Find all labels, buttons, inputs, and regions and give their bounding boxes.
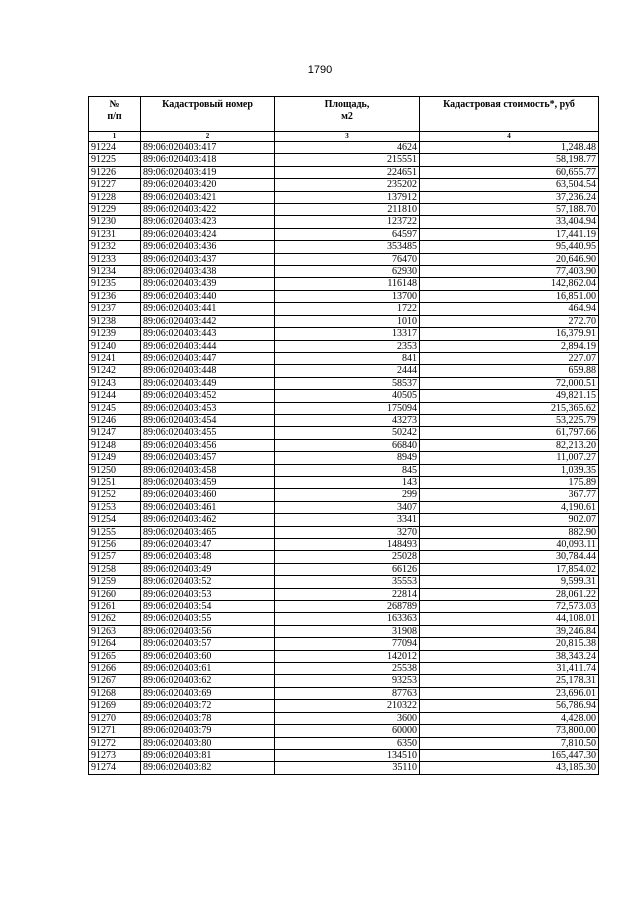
cadastral-number-cell: 89:06:020403:440 <box>141 290 275 302</box>
header-line: Кадастровая стоимость*, руб <box>443 99 575 110</box>
table-header-row <box>89 97 599 132</box>
column-number: 1 <box>89 132 141 142</box>
table-row <box>89 539 599 551</box>
cadastral-value-cell: 4,428.00 <box>420 712 599 724</box>
row-number-cell: 91254 <box>89 514 141 526</box>
cadastral-number-cell: 89:06:020403:78 <box>141 712 275 724</box>
cadastral-value-cell: 61,797.66 <box>420 427 599 439</box>
table-row <box>89 154 599 166</box>
table-row <box>89 390 599 402</box>
cadastral-value-cell: 56,786.94 <box>420 700 599 712</box>
row-number-cell: 91245 <box>89 402 141 414</box>
area-cell: 62930 <box>275 266 420 278</box>
area-cell: 50242 <box>275 427 420 439</box>
table-row <box>89 142 599 154</box>
cadastral-number-cell: 89:06:020403:448 <box>141 365 275 377</box>
area-cell: 13700 <box>275 290 420 302</box>
row-number-cell: 91257 <box>89 551 141 563</box>
area-cell: 142012 <box>275 650 420 662</box>
row-number-cell: 91247 <box>89 427 141 439</box>
column-number-row <box>89 132 599 142</box>
table-row <box>89 514 599 526</box>
table-row <box>89 576 599 588</box>
cadastral-value-cell: 215,365.62 <box>420 402 599 414</box>
row-number-cell: 91274 <box>89 762 141 774</box>
page-number: 1790 <box>307 64 333 76</box>
cadastral-value-cell: 82,213.20 <box>420 439 599 451</box>
row-number-cell: 91237 <box>89 303 141 315</box>
table-row <box>89 179 599 191</box>
area-cell: 215551 <box>275 154 420 166</box>
cadastral-number-cell: 89:06:020403:60 <box>141 650 275 662</box>
cadastral-value-cell: 175.89 <box>420 476 599 488</box>
table-row <box>89 303 599 315</box>
row-number-cell: 91249 <box>89 452 141 464</box>
row-number-cell: 91238 <box>89 315 141 327</box>
area-cell: 137912 <box>275 191 420 203</box>
row-number-cell: 91265 <box>89 650 141 662</box>
table-row <box>89 464 599 476</box>
header-line: Площадь, м2 <box>324 99 370 122</box>
row-number-cell: 91243 <box>89 377 141 389</box>
area-cell: 13317 <box>275 328 420 340</box>
cadastral-value-cell: 11,007.27 <box>420 452 599 464</box>
area-cell: 22814 <box>275 588 420 600</box>
row-number-cell: 91224 <box>89 142 141 154</box>
cadastral-number-cell: 89:06:020403:47 <box>141 539 275 551</box>
cadastral-number-cell: 89:06:020403:436 <box>141 241 275 253</box>
cadastral-number-cell: 89:06:020403:56 <box>141 625 275 637</box>
cadastral-number-cell: 89:06:020403:423 <box>141 216 275 228</box>
table-row <box>89 526 599 538</box>
cadastral-number-cell: 89:06:020403:453 <box>141 402 275 414</box>
area-cell: 2353 <box>275 340 420 352</box>
area-cell: 4624 <box>275 142 420 154</box>
cadastral-value-cell: 17,854.02 <box>420 563 599 575</box>
cadastral-number-cell: 89:06:020403:454 <box>141 414 275 426</box>
cadastral-value-cell: 882.90 <box>420 526 599 538</box>
cadastral-value-cell: 659.88 <box>420 365 599 377</box>
area-cell: 116148 <box>275 278 420 290</box>
table-row <box>89 563 599 575</box>
row-number-cell: 91251 <box>89 476 141 488</box>
area-cell: 76470 <box>275 253 420 265</box>
area-cell: 299 <box>275 489 420 501</box>
table-row <box>89 638 599 650</box>
area-cell: 2444 <box>275 365 420 377</box>
cadastral-value-cell: 95,440.95 <box>420 241 599 253</box>
area-cell: 148493 <box>275 539 420 551</box>
table-row <box>89 266 599 278</box>
cadastral-value-cell: 227.07 <box>420 352 599 364</box>
cadastral-value-cell: 40,093.11 <box>420 539 599 551</box>
cadastral-value-cell: 16,851.00 <box>420 290 599 302</box>
cadastral-number-cell: 89:06:020403:442 <box>141 315 275 327</box>
row-number-cell: 91242 <box>89 365 141 377</box>
cadastral-value-cell: 20,815.38 <box>420 638 599 650</box>
cadastral-number-cell: 89:06:020403:458 <box>141 464 275 476</box>
area-cell: 123722 <box>275 216 420 228</box>
table-row <box>89 551 599 563</box>
table-row <box>89 166 599 178</box>
row-number-cell: 91233 <box>89 253 141 265</box>
row-number-cell: 91266 <box>89 663 141 675</box>
cadastral-number-cell: 89:06:020403:455 <box>141 427 275 439</box>
cadastral-number-cell: 89:06:020403:62 <box>141 675 275 687</box>
row-number-cell: 91264 <box>89 638 141 650</box>
row-number-cell: 91232 <box>89 241 141 253</box>
table-row <box>89 191 599 203</box>
header-row-number <box>89 97 141 132</box>
area-cell: 58537 <box>275 377 420 389</box>
cadastral-value-cell: 28,061.22 <box>420 588 599 600</box>
cadastral-value-cell: 1,248.48 <box>420 142 599 154</box>
cadastral-value-cell: 39,246.84 <box>420 625 599 637</box>
table-row <box>89 452 599 464</box>
cadastral-number-cell: 89:06:020403:49 <box>141 563 275 575</box>
area-cell: 35553 <box>275 576 420 588</box>
cadastral-value-cell: 17,441.19 <box>420 228 599 240</box>
row-number-cell: 91231 <box>89 228 141 240</box>
table-row <box>89 377 599 389</box>
table-row <box>89 365 599 377</box>
cadastral-value-cell: 4,190.61 <box>420 501 599 513</box>
cadastral-value-cell: 9,599.31 <box>420 576 599 588</box>
cadastral-number-cell: 89:06:020403:439 <box>141 278 275 290</box>
row-number-cell: 91246 <box>89 414 141 426</box>
cadastral-number-cell: 89:06:020403:462 <box>141 514 275 526</box>
area-cell: 353485 <box>275 241 420 253</box>
cadastral-value-cell: 72,573.03 <box>420 601 599 613</box>
table-row <box>89 650 599 662</box>
cadastral-value-cell: 43,185.30 <box>420 762 599 774</box>
row-number-cell: 91228 <box>89 191 141 203</box>
row-number-cell: 91229 <box>89 204 141 216</box>
cadastral-value-cell: 44,108.01 <box>420 613 599 625</box>
cadastral-number-cell: 89:06:020403:79 <box>141 725 275 737</box>
row-number-cell: 91256 <box>89 539 141 551</box>
cadastral-number-cell: 89:06:020403:447 <box>141 352 275 364</box>
row-number-cell: 91255 <box>89 526 141 538</box>
area-cell: 25538 <box>275 663 420 675</box>
table-row <box>89 278 599 290</box>
row-number-cell: 91244 <box>89 390 141 402</box>
area-cell: 235202 <box>275 179 420 191</box>
area-cell: 6350 <box>275 737 420 749</box>
cadastral-value-cell: 57,188.70 <box>420 204 599 216</box>
cadastral-number-cell: 89:06:020403:69 <box>141 687 275 699</box>
row-number-cell: 91262 <box>89 613 141 625</box>
area-cell: 175094 <box>275 402 420 414</box>
row-number-cell: 91240 <box>89 340 141 352</box>
area-cell: 1722 <box>275 303 420 315</box>
header-line: Кадастровый номер <box>162 99 253 110</box>
cadastral-value-cell: 77,403.90 <box>420 266 599 278</box>
area-cell: 224651 <box>275 166 420 178</box>
cadastral-value-cell: 272.70 <box>420 315 599 327</box>
cadastral-number-cell: 89:06:020403:443 <box>141 328 275 340</box>
table-row <box>89 241 599 253</box>
row-number-cell: 91259 <box>89 576 141 588</box>
cadastral-number-cell: 89:06:020403:421 <box>141 191 275 203</box>
area-cell: 87763 <box>275 687 420 699</box>
table-row <box>89 725 599 737</box>
table-row <box>89 675 599 687</box>
cadastral-value-cell: 73,800.00 <box>420 725 599 737</box>
table-row <box>89 613 599 625</box>
cadastral-value-cell: 38,343.24 <box>420 650 599 662</box>
cadastral-number-cell: 89:06:020403:459 <box>141 476 275 488</box>
area-cell: 845 <box>275 464 420 476</box>
cadastral-value-cell: 20,646.90 <box>420 253 599 265</box>
table-row <box>89 588 599 600</box>
table-row <box>89 315 599 327</box>
row-number-cell: 91234 <box>89 266 141 278</box>
area-cell: 8949 <box>275 452 420 464</box>
table-row <box>89 501 599 513</box>
table-row <box>89 402 599 414</box>
cadastral-value-cell: 1,039.35 <box>420 464 599 476</box>
cadastral-number-cell: 89:06:020403:55 <box>141 613 275 625</box>
cadastral-value-cell: 7,810.50 <box>420 737 599 749</box>
row-number-cell: 91258 <box>89 563 141 575</box>
row-number-cell: 91270 <box>89 712 141 724</box>
area-cell: 211810 <box>275 204 420 216</box>
cadastral-value-cell: 2,894.19 <box>420 340 599 352</box>
cadastral-value-cell: 367.77 <box>420 489 599 501</box>
table-row <box>89 228 599 240</box>
area-cell: 3341 <box>275 514 420 526</box>
cadastral-number-cell: 89:06:020403:456 <box>141 439 275 451</box>
cadastral-number-cell: 89:06:020403:52 <box>141 576 275 588</box>
cadastral-number-cell: 89:06:020403:418 <box>141 154 275 166</box>
table-row <box>89 414 599 426</box>
cadastral-number-cell: 89:06:020403:48 <box>141 551 275 563</box>
cadastral-number-cell: 89:06:020403:444 <box>141 340 275 352</box>
area-cell: 143 <box>275 476 420 488</box>
area-cell: 1010 <box>275 315 420 327</box>
cadastral-number-cell: 89:06:020403:81 <box>141 749 275 761</box>
cadastral-number-cell: 89:06:020403:420 <box>141 179 275 191</box>
table-row <box>89 749 599 761</box>
row-number-cell: 91236 <box>89 290 141 302</box>
cadastral-value-cell: 31,411.74 <box>420 663 599 675</box>
table-row <box>89 204 599 216</box>
table-row <box>89 352 599 364</box>
row-number-cell: 91263 <box>89 625 141 637</box>
table-row <box>89 290 599 302</box>
row-number-cell: 91227 <box>89 179 141 191</box>
cadastral-value-cell: 23,696.01 <box>420 687 599 699</box>
table-row <box>89 687 599 699</box>
area-cell: 3407 <box>275 501 420 513</box>
row-number-cell: 91239 <box>89 328 141 340</box>
row-number-cell: 91241 <box>89 352 141 364</box>
row-number-cell: 91253 <box>89 501 141 513</box>
table-row <box>89 253 599 265</box>
row-number-cell: 91235 <box>89 278 141 290</box>
table-row <box>89 712 599 724</box>
cadastral-table <box>88 96 599 775</box>
cadastral-value-cell: 33,404.94 <box>420 216 599 228</box>
table-row <box>89 427 599 439</box>
cadastral-number-cell: 89:06:020403:461 <box>141 501 275 513</box>
row-number-cell: 91225 <box>89 154 141 166</box>
cadastral-value-cell: 30,784.44 <box>420 551 599 563</box>
area-cell: 134510 <box>275 749 420 761</box>
row-number-cell: 91230 <box>89 216 141 228</box>
row-number-cell: 91248 <box>89 439 141 451</box>
cadastral-number-cell: 89:06:020403:417 <box>141 142 275 154</box>
cadastral-value-cell: 53,225.79 <box>420 414 599 426</box>
cadastral-value-cell: 165,447.30 <box>420 749 599 761</box>
cadastral-value-cell: 72,000.51 <box>420 377 599 389</box>
row-number-cell: 91268 <box>89 687 141 699</box>
row-number-cell: 91272 <box>89 737 141 749</box>
header-area <box>275 97 420 132</box>
cadastral-number-cell: 89:06:020403:441 <box>141 303 275 315</box>
cadastral-value-cell: 16,379.91 <box>420 328 599 340</box>
area-cell: 77094 <box>275 638 420 650</box>
row-number-cell: 91252 <box>89 489 141 501</box>
area-cell: 3270 <box>275 526 420 538</box>
row-number-cell: 91260 <box>89 588 141 600</box>
area-cell: 25028 <box>275 551 420 563</box>
row-number-cell: 91271 <box>89 725 141 737</box>
area-cell: 64597 <box>275 228 420 240</box>
cadastral-number-cell: 89:06:020403:460 <box>141 489 275 501</box>
table-row <box>89 216 599 228</box>
area-cell: 841 <box>275 352 420 364</box>
area-cell: 93253 <box>275 675 420 687</box>
row-number-cell: 91269 <box>89 700 141 712</box>
cadastral-number-cell: 89:06:020403:422 <box>141 204 275 216</box>
area-cell: 3600 <box>275 712 420 724</box>
cadastral-value-cell: 142,862.04 <box>420 278 599 290</box>
area-cell: 163363 <box>275 613 420 625</box>
area-cell: 210322 <box>275 700 420 712</box>
cadastral-value-cell: 902.07 <box>420 514 599 526</box>
row-number-cell: 91261 <box>89 601 141 613</box>
area-cell: 60000 <box>275 725 420 737</box>
cadastral-number-cell: 89:06:020403:72 <box>141 700 275 712</box>
cadastral-number-cell: 89:06:020403:438 <box>141 266 275 278</box>
cadastral-number-cell: 89:06:020403:424 <box>141 228 275 240</box>
column-number: 4 <box>420 132 599 142</box>
row-number-cell: 91250 <box>89 464 141 476</box>
area-cell: 268789 <box>275 601 420 613</box>
column-number: 2 <box>141 132 275 142</box>
cadastral-value-cell: 63,504.54 <box>420 179 599 191</box>
cadastral-value-cell: 464.94 <box>420 303 599 315</box>
area-cell: 66126 <box>275 563 420 575</box>
table-row <box>89 601 599 613</box>
table-row <box>89 489 599 501</box>
column-number: 3 <box>275 132 420 142</box>
table-body <box>89 142 599 775</box>
row-number-cell: 91226 <box>89 166 141 178</box>
header-cadastral-value <box>420 97 599 132</box>
header-line: № п/п <box>107 99 122 122</box>
cadastral-value-cell: 37,236.24 <box>420 191 599 203</box>
cadastral-number-cell: 89:06:020403:82 <box>141 762 275 774</box>
cadastral-number-cell: 89:06:020403:457 <box>141 452 275 464</box>
cadastral-number-cell: 89:06:020403:61 <box>141 663 275 675</box>
cadastral-number-cell: 89:06:020403:449 <box>141 377 275 389</box>
table-row <box>89 476 599 488</box>
cadastral-value-cell: 25,178.31 <box>420 675 599 687</box>
table-row <box>89 737 599 749</box>
cadastral-value-cell: 58,198.77 <box>420 154 599 166</box>
cadastral-number-cell: 89:06:020403:80 <box>141 737 275 749</box>
cadastral-number-cell: 89:06:020403:53 <box>141 588 275 600</box>
cadastral-number-cell: 89:06:020403:465 <box>141 526 275 538</box>
table-row <box>89 625 599 637</box>
area-cell: 31908 <box>275 625 420 637</box>
cadastral-number-cell: 89:06:020403:57 <box>141 638 275 650</box>
cadastral-number-cell: 89:06:020403:437 <box>141 253 275 265</box>
area-cell: 40505 <box>275 390 420 402</box>
row-number-cell: 91273 <box>89 749 141 761</box>
table-row <box>89 328 599 340</box>
cadastral-value-cell: 60,655.77 <box>420 166 599 178</box>
table-row <box>89 762 599 774</box>
table-row <box>89 340 599 352</box>
area-cell: 66840 <box>275 439 420 451</box>
table-row <box>89 700 599 712</box>
area-cell: 35110 <box>275 762 420 774</box>
table-row <box>89 439 599 451</box>
header-cadastral-number <box>141 97 275 132</box>
cadastral-number-cell: 89:06:020403:452 <box>141 390 275 402</box>
row-number-cell: 91267 <box>89 675 141 687</box>
cadastral-number-cell: 89:06:020403:419 <box>141 166 275 178</box>
cadastral-value-cell: 49,821.15 <box>420 390 599 402</box>
table-row <box>89 663 599 675</box>
cadastral-number-cell: 89:06:020403:54 <box>141 601 275 613</box>
area-cell: 43273 <box>275 414 420 426</box>
